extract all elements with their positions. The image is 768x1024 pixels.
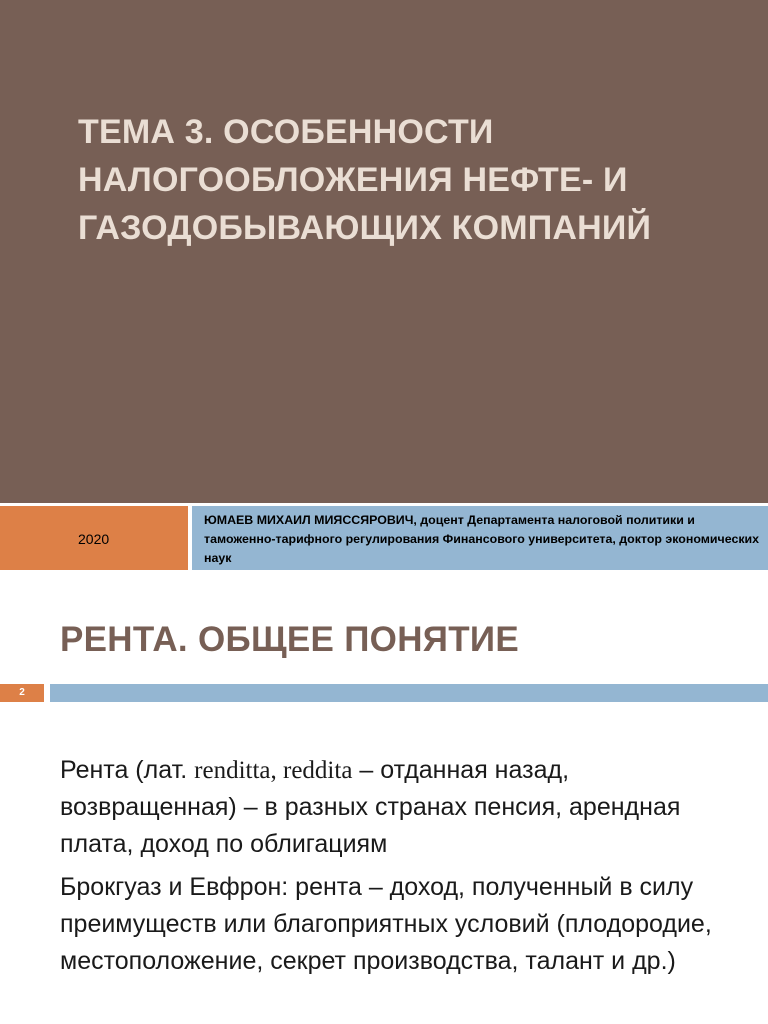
author-name: ЮМАЕВ МИХАИЛ МИЯССЯРОВИЧ [204,513,414,527]
year-label: 2020 [78,531,110,547]
slide2-title: РЕНТА. ОБЩЕЕ ПОНЯТИЕ [60,620,520,659]
title-slide-footer [0,506,768,570]
latin-term: renditta, reddita [194,757,353,784]
title-slide [0,0,768,503]
para1-start: Рента (лат. [60,756,195,784]
page-number: 2 [19,687,25,698]
page-divider [50,684,768,702]
author-details: , доцент Департамента налоговой политики и таможенно-тарифного регулирования Финансового университета, доктор экономических наук [204,513,760,565]
page-number-box [0,684,44,702]
slide-title: ТЕМА 3. ОСОБЕННОСТИ НАЛОГООБЛОЖЕНИЯ НЕФТЕ- И ГАЗОДОБЫВАЮЩИХ КОМПАНИЙ [78,113,652,247]
year-box [0,506,188,570]
page-bar [0,684,768,702]
author-box [192,506,768,570]
slide2-body [60,752,750,986]
author-info [204,511,764,568]
paragraph-rent-definition [60,752,750,863]
paragraph-brockhaus: Брокгуаз и Евфрон: рента – доход, полученный в силу преимуществ или благоприятных условий (плодородие, местоположение, секрет производства, талант и др.) [60,873,712,975]
para1-end: – отданная назад, возвращенная) – в разных странах пенсия, арендная плата, доход по облигациям [60,756,681,858]
